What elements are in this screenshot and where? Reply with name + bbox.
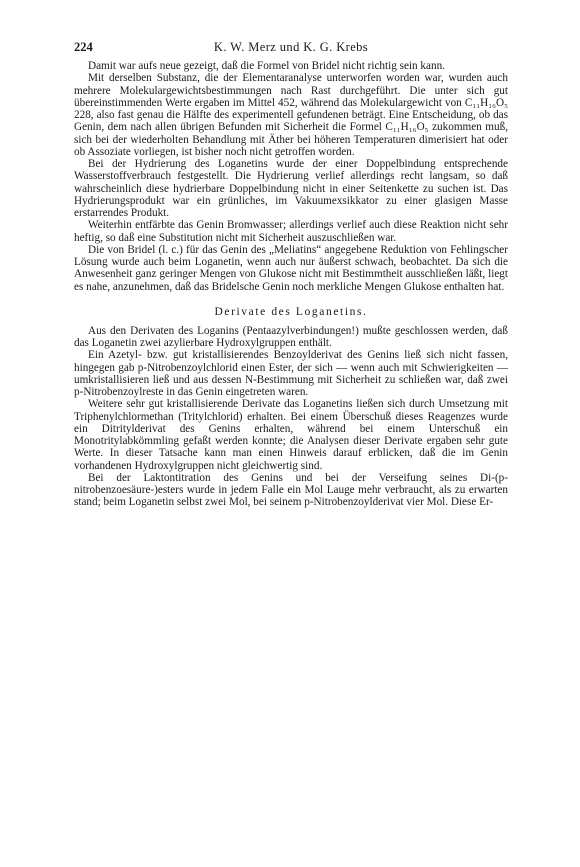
paragraph: Mit derselben Substanz, die der Elementaranalyse unterworfen worden war, wurden auch mehrere Molekulargewichtsbestimmungen nach Rast durchgeführt. Die unter sich gut übereinstimmenden Werte ergaben im Mittel 452, während das Molekulargewicht von C₁₁H₁₆O₅ 228, also fast genau die Hälfte des experimentell gefundenen beträgt. Eine Entscheidung, ob das Genin, dem nach allen übrigen Befunden mit Sicherheit die Formel C₁₁H₁₆O₅ zukommen muß, sich bei der wiederholten Behandlung mit Äther bei höheren Temperaturen dimerisiert hat oder ob Assoziate vorliegen, ist bisher noch nicht getroffen worden. [74, 72, 508, 158]
paragraph: Ein Azetyl- bzw. gut kristallisierendes Benzoylderivat des Genins ließ sich nicht fassen, hingegen gab p-Nitrobenzoylchlorid einen Ester, der sich — wenn auch mit Schwierigkeiten — umkristallisieren ließ und aus dessen N-Bestimmung mit Sicherheit zu schließen war, daß zwei p-Nitrobenzoylreste in das Genin eingetreten waren. [74, 349, 508, 398]
paragraph: Bei der Hydrierung des Loganetins wurde der einer Doppelbindung entsprechende Wasserstoffverbrauch festgestellt. Die Hydrierung verlief allerdings recht langsam, so daß wahrscheinlich diese hydrierbare Doppelbindung nicht in einer Seitenkette zu suchen ist. Das Hydrierungsprodukt war ein grünliches, im Vakuumexsikkator zu einer glasigen Masse erstarrendes Produkt. [74, 158, 508, 219]
page-header [74, 40, 508, 60]
page-number: 224 [74, 40, 93, 54]
body-text-part-2 [74, 325, 508, 509]
section-heading: Derivate des Loganetins. [214, 305, 368, 318]
paragraph: Weitere sehr gut kristallisierende Derivate das Loganetins ließen sich durch Umsetzung mit Triphenylchlormethan (Tritylchlorid) erhalten. Bei einem Überschuß dieses Reagenzes wurde ein Ditritylderivat des Genins erhalten, während bei einem Unterschuß ein Monotritylabkömmling gefaßt werden konnte; die Analysen dieser Derivate ergaben sehr gute Werte. In dieser Tatsache kann man einen Hinweis darauf erblicken, daß die im Genin vorhandenen Hydroxylgruppen nicht gleichwertig sind. [74, 398, 508, 472]
paragraph: Bei der Laktontitration des Genins und bei der Verseifung seines Di-(p-nitrobenzoesäure-)esters wurde in jedem Falle ein Mol Lauge mehr verbraucht, als zu erwarten stand; beim Loganetin selbst zwei Mol, bei seinem p-Nitrobenzoylderivat vier Mol. Diese Er- [74, 471, 508, 509]
paragraph: Weiterhin entfärbte das Genin Bromwasser; allerdings verlief auch diese Reaktion nicht sehr heftig, so daß eine Substitution nicht mit Sicherheit auszuschließen war. [74, 219, 508, 244]
body-text-part-1 [74, 60, 508, 293]
paragraph: Damit war aufs neue gezeigt, daß die Formel von Bridel nicht richtig sein kann. [88, 60, 445, 72]
running-title: K. W. Merz und K. G. Krebs [213, 40, 369, 54]
paragraph: Die von Bridel (l. c.) für das Genin des „Meliatins“ angegebene Reduktion von Fehlingscher Lösung wurde auch beim Loganetin, wenn auch nur äußerst schwach, beobachtet. Da sich die Anwesenheit ganz geringer Mengen von Glukose nicht mit Bestimmtheit ausschließen läßt, liegt es nahe, anzunehmen, daß das Bridelsche Genin noch merkliche Mengen Glukose enthalten hat. [74, 243, 508, 293]
paragraph: Aus den Derivaten des Loganins (Pentaazylverbindungen!) mußte geschlossen werden, daß das Loganetin zwei azylierbare Hydroxylgruppen enthält. [74, 324, 508, 349]
page [74, 40, 508, 509]
